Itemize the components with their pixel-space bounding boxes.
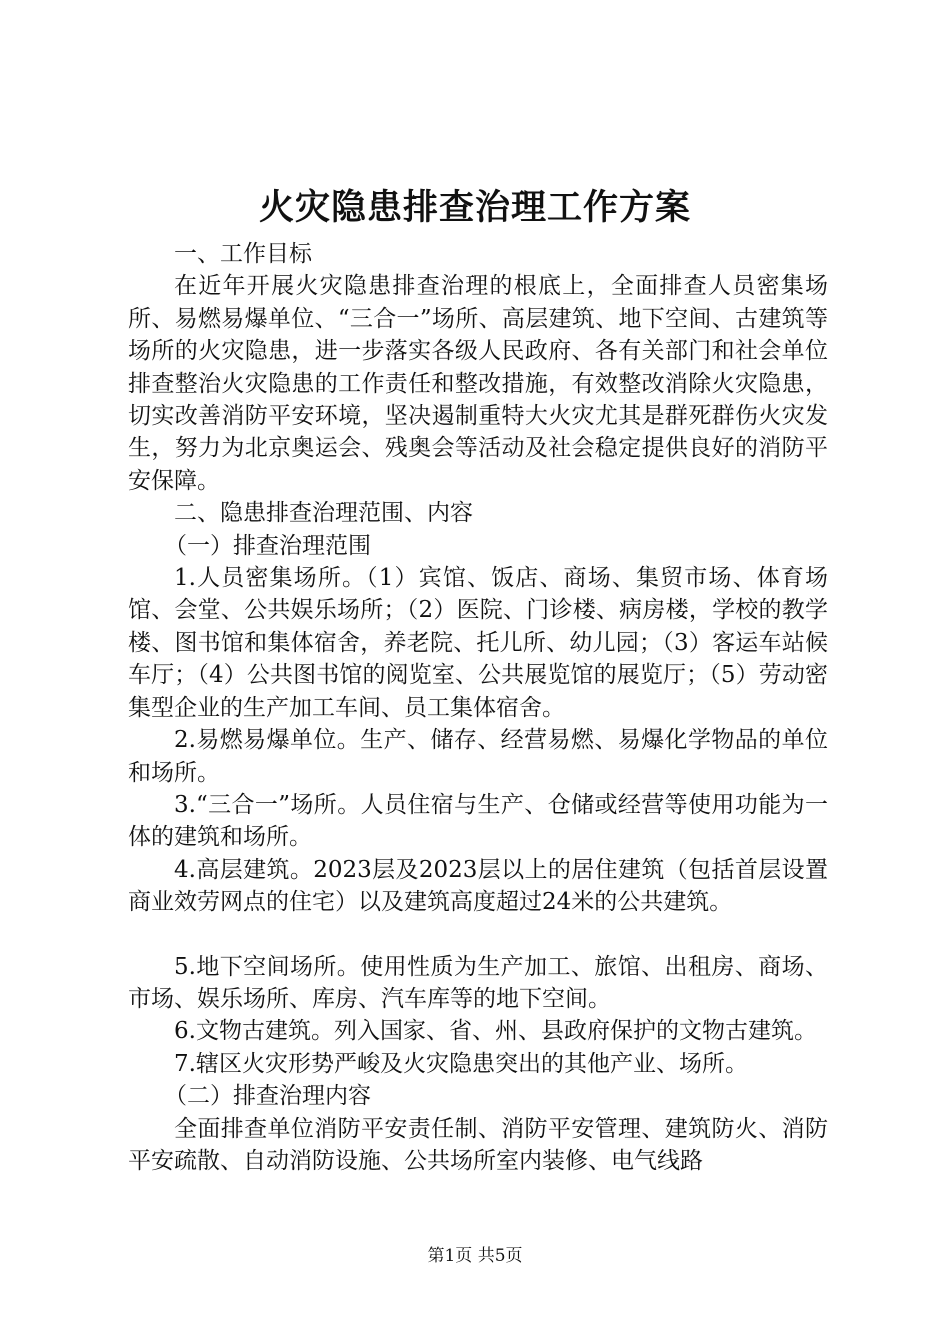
subsection-heading-content: （二）排查治理内容 [164,1083,371,1110]
list-item-three-in-one: 3.“三合一”场所。人员住宿与生产、仓储或经营等使用功能为一体的建筑和场所。 [128,791,828,851]
section-heading-goals: 一、工作目标 [174,241,312,267]
list-item-underground: 5.地下空间场所。使用性质为生产加工、旅馆、出租房、商场、市场、娱乐场所、库房、汽车库等的地下空间。 [128,953,828,1012]
list-item-flammable-units: 2.易燃易爆单位。生产、储存、经营易燃、易爆化学物品的单位和场所。 [128,727,828,786]
paragraph-gap [128,919,828,951]
page-number: 第1页 共5页 [427,1246,523,1266]
section-heading-scope: 二、隐患排查治理范围、内容 [174,500,473,527]
subsection-heading-scope: （一）排查治理范围 [164,532,371,559]
list-item-high-rise: 4.高层建筑。2023层及2023层以上的居住建筑（包括首层设置商业效劳网点的住宅）以及建筑高度超过24米的公共建筑。 [128,856,828,916]
document-body [128,238,828,1177]
paragraph-goals: 在近年开展火灾隐患排查治理的根底上，全面排查人员密集场所、易燃易爆单位、“三合一”场所、高层建筑、地下空间、古建筑等场所的火灾隐患，进一步落实各级人民政府、各有关部门和社会单位排查整治火灾隐患的工作责任和整改措施，有效整改消除火灾隐患，切实改善消防平安环境，坚决遏制重特大火灾尤其是群死群伤火灾发生，努力为北京奥运会、残奥会等活动及社会稳定提供良好的消防平安保障。 [128,273,828,494]
paragraph-content: 全面排查单位消防平安责任制、消防平安管理、建筑防火、消防平安疏散、自动消防设施、公共场所室内装修、电气线路 [128,1115,828,1174]
list-item-other: 7.辖区火灾形势严峻及火灾隐患突出的其他产业、场所。 [174,1050,748,1077]
document-title: 火灾隐患排查治理工作方案 [258,188,691,228]
list-item-heritage: 6.文物古建筑。列入国家、省、州、县政府保护的文物古建筑。 [174,1018,817,1045]
list-item-crowded-places: 1.人员密集场所。（1）宾馆、饭店、商场、集贸市场、体育场馆、会堂、公共娱乐场所；（2）医院、门诊楼、病房楼，学校的教学楼、图书馆和集体宿舍，养老院、托儿所、幼儿园；（3）客运车站候车厅；（4）公共图书馆的阅览室、公共展览馆的展览厅；（5）劳动密集型企业的生产加工车间、员工集体宿舍。 [128,565,828,721]
